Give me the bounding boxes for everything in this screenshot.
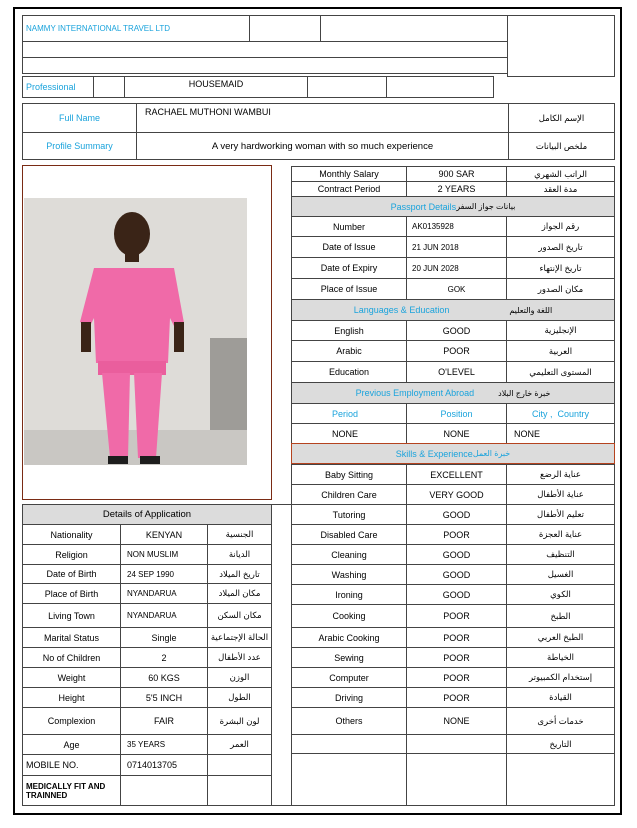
application-label-ar: مكان الميلاد xyxy=(207,583,272,604)
application-label-ar: مكان السكن xyxy=(207,603,272,628)
passport-number-ar: رقم الجواز xyxy=(506,216,615,237)
application-label: No of Children xyxy=(22,647,121,668)
application-label: Marital Status xyxy=(22,627,121,648)
passport-issue-ar: تاريخ الصدور xyxy=(506,236,615,258)
spacer-column xyxy=(271,504,292,806)
languages-title: Languages & Education xyxy=(353,305,450,315)
application-value: 24 SEP 1990 xyxy=(120,564,208,584)
passport-expiry-ar: تاريخ الإنتهاء xyxy=(506,257,615,279)
skills-title-ar: خبرة العمل xyxy=(472,449,511,458)
application-value: 35 YEARS xyxy=(120,734,208,755)
skill-value: EXCELLENT xyxy=(406,464,507,485)
skill-label-ar: التنظيف xyxy=(506,544,615,565)
skill-label: Children Care xyxy=(291,484,407,505)
person-illustration xyxy=(24,198,247,465)
passport-title-ar: بيانات جواز السفر xyxy=(456,202,516,211)
skill-label-ar: الكوي xyxy=(506,584,615,605)
skill-label: Baby Sitting xyxy=(291,464,407,485)
employment-section-header xyxy=(291,382,615,404)
application-label: Weight xyxy=(22,667,121,688)
application-label-ar: الديانة xyxy=(207,544,272,565)
passport-place-ar: مكان الصدور xyxy=(506,278,615,300)
passport-number-value: AK0135928 xyxy=(406,216,507,237)
skill-value: GOOD xyxy=(406,504,507,525)
candidate-photo xyxy=(24,198,247,465)
application-value: 2 xyxy=(120,647,208,668)
city-country-header: City , Country xyxy=(506,403,615,424)
application-label-ar: الوزن xyxy=(207,667,272,688)
professional-cell xyxy=(93,76,125,98)
employment-title: Previous Employment Abroad xyxy=(355,388,475,398)
education-ar: المستوى التعليمي xyxy=(506,361,615,383)
skill-label-ar: الغسيل xyxy=(506,564,615,585)
medical-line-2: TRAINNED xyxy=(26,790,68,800)
full-name-label: Full Name xyxy=(22,103,137,133)
skills-extra-ar: التاريخ xyxy=(506,734,615,754)
application-value: 60 KGS xyxy=(120,667,208,688)
blank-cell xyxy=(406,753,507,806)
skill-label-ar: خدمات أخرى xyxy=(506,707,615,735)
skill-value: VERY GOOD xyxy=(406,484,507,505)
medical-cell xyxy=(207,775,272,806)
professional-cell xyxy=(386,76,494,98)
english-label: English xyxy=(291,320,407,341)
application-label-ar: الطول xyxy=(207,687,272,708)
contract-period-label: Contract Period xyxy=(291,181,407,197)
arabic-value: POOR xyxy=(406,340,507,362)
application-label: Date of Birth xyxy=(22,564,121,584)
monthly-salary-value: 900 SAR xyxy=(406,166,507,182)
skill-label: Others xyxy=(291,707,407,735)
arabic-label: Arabic xyxy=(291,340,407,362)
profile-summary: A very hardworking woman with so much experience xyxy=(136,132,509,160)
period-value: NONE xyxy=(291,423,407,444)
passport-place-value: GOK xyxy=(406,278,507,300)
languages-title-ar: اللغة والتعليم xyxy=(509,305,553,315)
application-label-ar: تاريخ الميلاد xyxy=(207,564,272,584)
blank-cell xyxy=(506,753,615,806)
blank-cell xyxy=(291,753,407,806)
education-label: Education xyxy=(291,361,407,383)
monthly-salary-label: Monthly Salary xyxy=(291,166,407,182)
skill-label: Washing xyxy=(291,564,407,585)
full-name-ar: الإسم الكامل xyxy=(508,103,615,133)
skill-label: Arabic Cooking xyxy=(291,627,407,648)
skill-label-ar: الطبخ العربي xyxy=(506,627,615,648)
application-label: Living Town xyxy=(22,603,121,628)
skills-extra-cell xyxy=(406,734,507,754)
skill-label: Sewing xyxy=(291,647,407,668)
passport-place-label: Place of Issue xyxy=(291,278,407,300)
passport-section-header xyxy=(291,196,615,217)
application-value: KENYAN xyxy=(120,524,208,545)
skill-value: POOR xyxy=(406,524,507,545)
mobile-label: MOBILE NO. xyxy=(22,754,121,776)
skill-label: Ironing xyxy=(291,584,407,605)
arabic-ar: العربية xyxy=(506,340,615,362)
skill-label: Cooking xyxy=(291,604,407,628)
application-label: Complexion xyxy=(22,707,121,735)
application-label: Place of Birth xyxy=(22,583,121,604)
skill-label: Computer xyxy=(291,667,407,688)
header-cell xyxy=(507,15,615,77)
city-country-value: NONE xyxy=(506,423,615,444)
professional-label: Professional xyxy=(22,76,94,98)
skill-value: POOR xyxy=(406,627,507,648)
application-section-header: Details of Application xyxy=(22,504,272,525)
skill-label-ar: الخياطة xyxy=(506,647,615,668)
education-value: O'LEVEL xyxy=(406,361,507,383)
application-label-ar: لون البشرة xyxy=(207,707,272,735)
english-ar: الإنجليزية xyxy=(506,320,615,341)
contract-period-value: 2 YEARS xyxy=(406,181,507,197)
application-label-ar: العمر xyxy=(207,734,272,755)
skill-value: GOOD xyxy=(406,584,507,605)
application-value: NON MUSLIM xyxy=(120,544,208,565)
application-value: 5'5 INCH xyxy=(120,687,208,708)
period-header: Period xyxy=(291,403,407,424)
skills-extra-cell xyxy=(291,734,407,754)
skill-label-ar: القيادة xyxy=(506,687,615,708)
application-value: NYANDARUA xyxy=(120,603,208,628)
passport-number-label: Number xyxy=(291,216,407,237)
skill-value: POOR xyxy=(406,667,507,688)
skill-value: NONE xyxy=(406,707,507,735)
skill-label-ar: عناية الرضع xyxy=(506,464,615,485)
application-value: NYANDARUA xyxy=(120,583,208,604)
skill-label: Disabled Care xyxy=(291,524,407,545)
full-name: RACHAEL MUTHONI WAMBUI xyxy=(136,103,509,133)
skill-label: Cleaning xyxy=(291,544,407,565)
company-name: NAMMY INTERNATIONAL TRAVEL LTD xyxy=(22,15,250,42)
contract-period-ar: مدة العقد xyxy=(506,181,615,197)
application-value: FAIR xyxy=(120,707,208,735)
profession: HOUSEMAID xyxy=(124,76,308,98)
application-label: Height xyxy=(22,687,121,708)
monthly-salary-ar: الراتب الشهري xyxy=(506,166,615,182)
skill-label-ar: عناية العجزة xyxy=(506,524,615,545)
application-label-ar: الحالة الإجتماعية xyxy=(207,627,272,648)
skill-value: GOOD xyxy=(406,544,507,565)
passport-expiry-label: Date of Expiry xyxy=(291,257,407,279)
passport-issue-label: Date of Issue xyxy=(291,236,407,258)
header-cell xyxy=(320,15,508,42)
languages-section-header xyxy=(291,299,615,321)
application-value: Single xyxy=(120,627,208,648)
medical-status xyxy=(22,775,121,806)
summary-ar: ملخص البيانات xyxy=(508,132,615,160)
skill-label-ar: إستخدام الكمبيوتر xyxy=(506,667,615,688)
english-value: GOOD xyxy=(406,320,507,341)
passport-expiry-value: 20 JUN 2028 xyxy=(406,257,507,279)
passport-issue-value: 21 JUN 2018 xyxy=(406,236,507,258)
skill-value: POOR xyxy=(406,604,507,628)
mobile-value: 0714013705 xyxy=(120,754,208,776)
application-label-ar: الجنسية xyxy=(207,524,272,545)
skill-label: Tutoring xyxy=(291,504,407,525)
skills-section-header xyxy=(291,443,615,464)
application-label: Religion xyxy=(22,544,121,565)
header-cell xyxy=(249,15,321,42)
skill-value: GOOD xyxy=(406,564,507,585)
skill-value: POOR xyxy=(406,647,507,668)
skills-title: Skills & Experience xyxy=(395,448,473,459)
position-header: Position xyxy=(406,403,507,424)
skill-label-ar: عناية الأطفال xyxy=(506,484,615,505)
medical-cell xyxy=(120,775,208,806)
skill-label-ar: الطبخ xyxy=(506,604,615,628)
skill-label: Driving xyxy=(291,687,407,708)
mobile-extra-cell xyxy=(207,754,272,776)
medical-line-1: MEDICALLY FIT AND xyxy=(26,781,106,791)
application-label-ar: عدد الأطفال xyxy=(207,647,272,668)
employment-title-ar: خبرة خارج البلاد xyxy=(498,388,551,398)
position-value: NONE xyxy=(406,423,507,444)
header-cell xyxy=(22,41,508,58)
skill-label-ar: تعليم الأطفال xyxy=(506,504,615,525)
skill-value: POOR xyxy=(406,687,507,708)
application-label: Age xyxy=(22,734,121,755)
summary-label: Profile Summary xyxy=(22,132,137,160)
header-cell xyxy=(22,57,508,74)
professional-cell xyxy=(307,76,387,98)
passport-title: Passport Details xyxy=(390,201,457,212)
application-label: Nationality xyxy=(22,524,121,545)
